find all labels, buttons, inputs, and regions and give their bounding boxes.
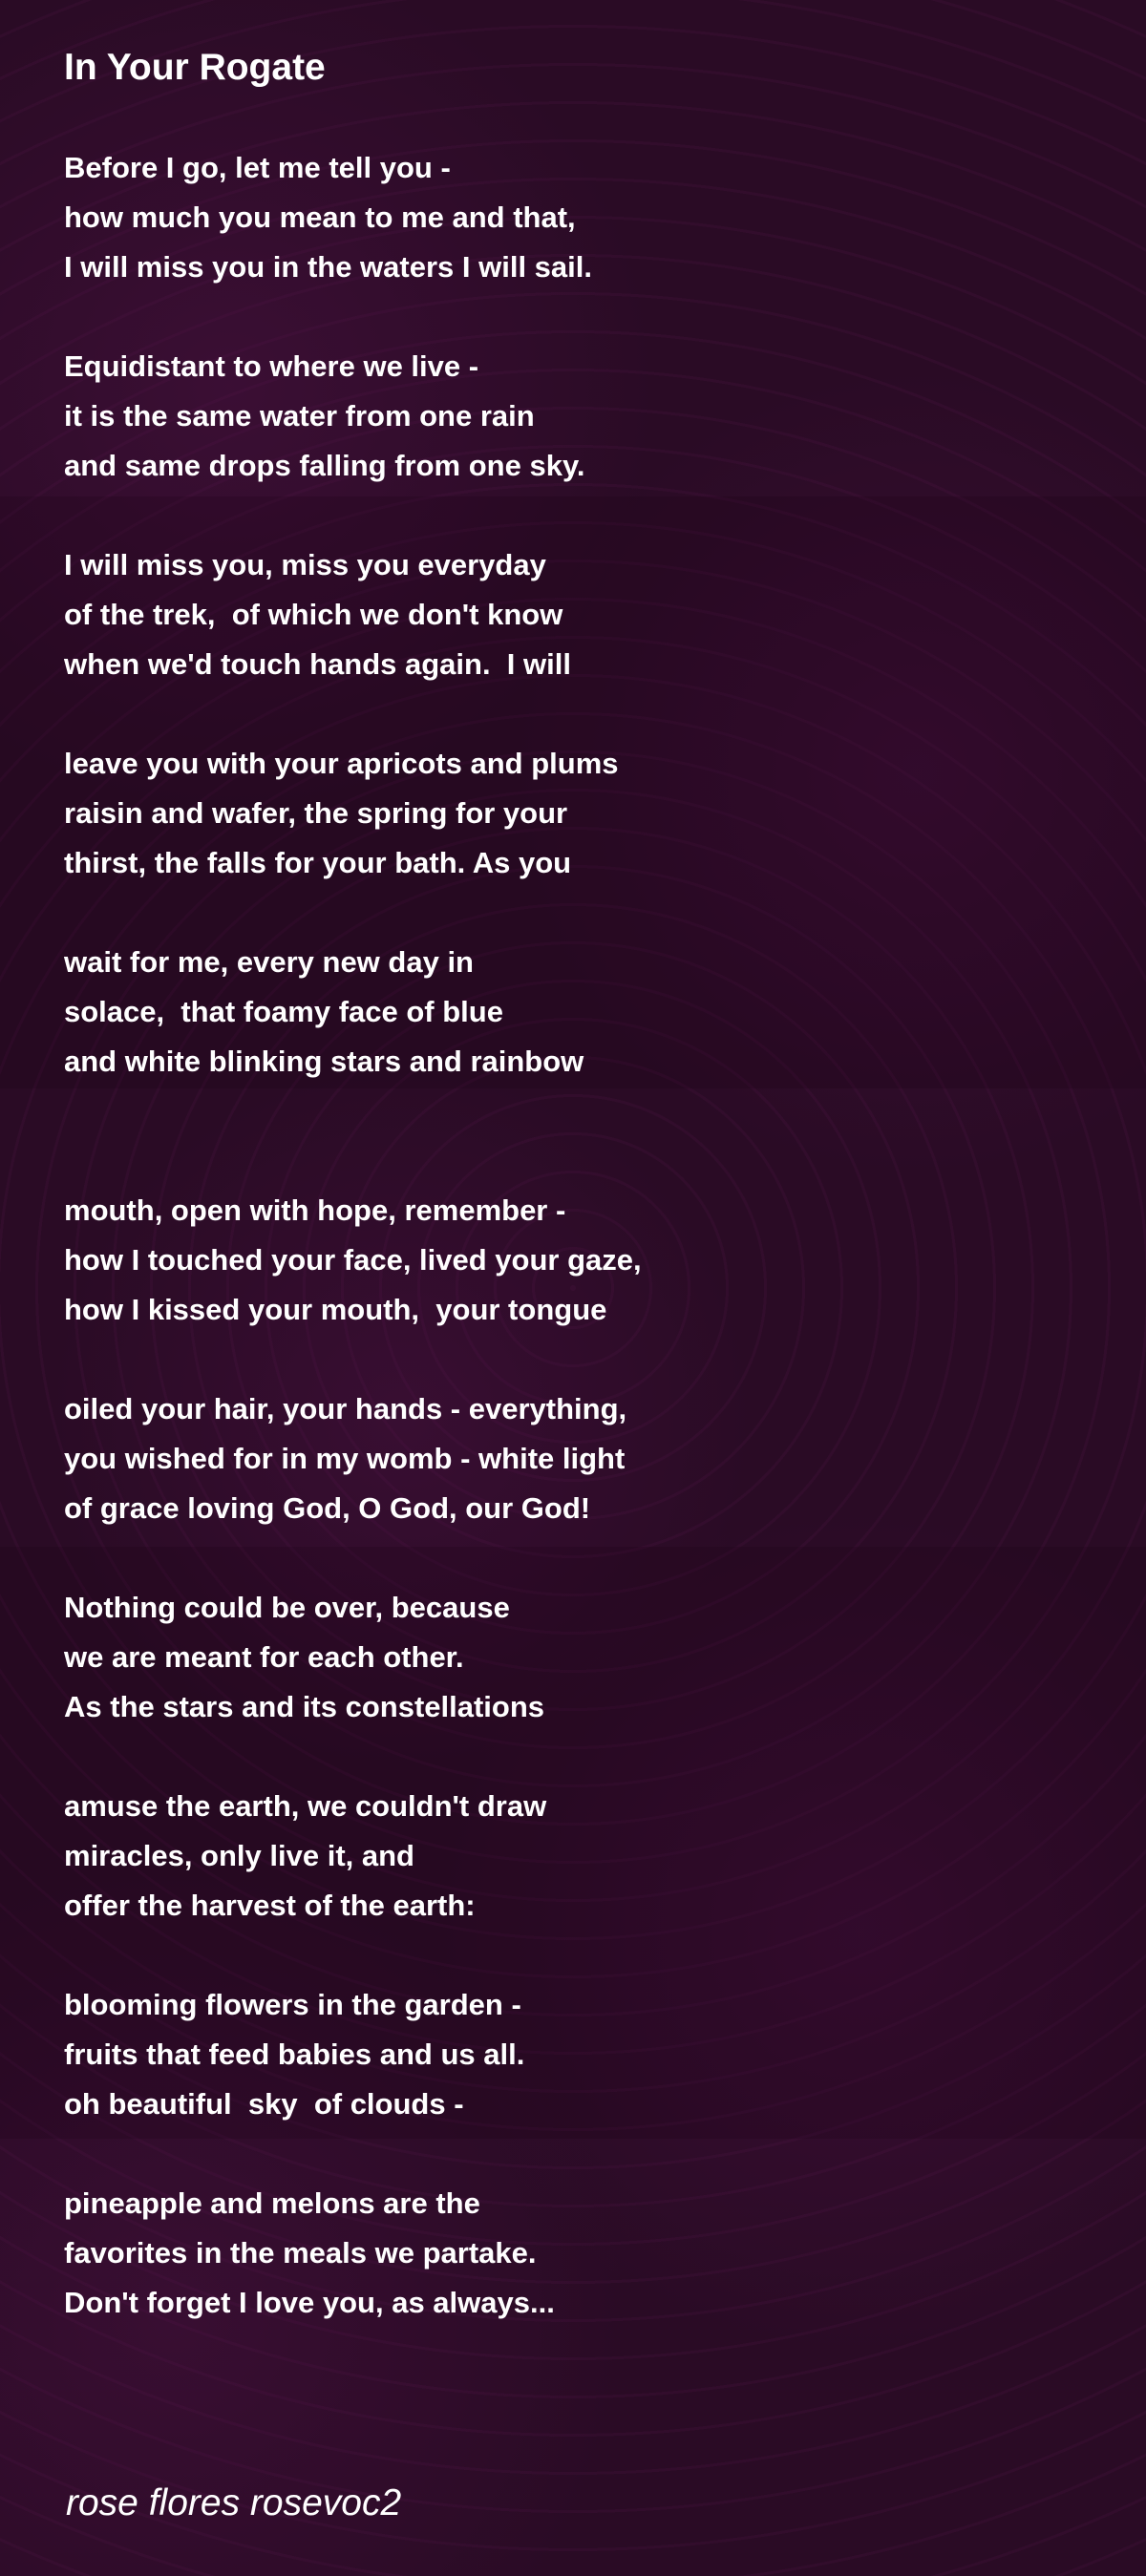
poem-line: how I touched your face, lived your gaze, [64, 1243, 642, 1277]
poem-line: amuse the earth, we couldn't draw [64, 1789, 547, 1823]
poem-line: Nothing could be over, because [64, 1591, 510, 1624]
poem-line: favorites in the meals we partake. [64, 2236, 537, 2270]
stanza [64, 2179, 1019, 2328]
stanza [64, 143, 1019, 292]
poem-line: wait for me, every new day in [64, 945, 474, 979]
poem-line: oh beautiful sky of clouds - [64, 2087, 464, 2121]
stanza [64, 1384, 1019, 1533]
stanza [64, 342, 1019, 491]
poem-line: of the trek, of which we don't know [64, 598, 563, 631]
poem-line: I will miss you in the waters I will sail. [64, 250, 593, 284]
poem-line: how much you mean to me and that, [64, 201, 576, 234]
stanza [64, 1980, 1019, 2129]
poem-line: thirst, the falls for your bath. As you [64, 846, 572, 879]
stanza [64, 938, 1019, 1087]
poem-title: In Your Rogate [64, 47, 326, 88]
poem-line: blooming flowers in the garden - [64, 1988, 521, 2021]
poem-line: Don't forget I love you, as always... [64, 2286, 555, 2319]
poem-body [64, 143, 1019, 2377]
poem-line: pineapple and melons are the [64, 2186, 480, 2220]
poem-line: solace, that foamy face of blue [64, 995, 503, 1028]
poem-line: As the stars and its constellations [64, 1690, 545, 1723]
poem-author: rose flores rosevoc2 [66, 2482, 402, 2523]
stanza [64, 540, 1019, 689]
poem-line: Before I go, let me tell you - [64, 151, 451, 184]
poem-line: oiled your hair, your hands - everything, [64, 1392, 627, 1425]
stanza [64, 739, 1019, 888]
poem-line: Equidistant to where we live - [64, 349, 479, 383]
stanza [64, 1782, 1019, 1931]
poem-line: leave you with your apricots and plums [64, 747, 619, 780]
poem-line: how I kissed your mouth, your tongue [64, 1293, 607, 1326]
poem-line: fruits that feed babies and us all. [64, 2038, 525, 2071]
poem-line: miracles, only live it, and [64, 1839, 414, 1872]
poem-line: we are meant for each other. [64, 1640, 464, 1674]
poem-line: raisin and wafer, the spring for your [64, 796, 568, 830]
poem-line: mouth, open with hope, remember - [64, 1193, 566, 1227]
poem-line: when we'd touch hands again. I will [64, 647, 571, 681]
poem-line: it is the same water from one rain [64, 399, 535, 433]
stanza [64, 1186, 1019, 1335]
poem-line: and white blinking stars and rainbow [64, 1045, 584, 1078]
poem-line: of grace loving God, O God, our God! [64, 1491, 591, 1525]
stanza [64, 1583, 1019, 1732]
poem-line: offer the harvest of the earth: [64, 1889, 476, 1922]
poem-line: I will miss you, miss you everyday [64, 548, 546, 581]
poem-line: and same drops falling from one sky. [64, 449, 585, 482]
poem-line: you wished for in my womb - white light [64, 1442, 626, 1475]
